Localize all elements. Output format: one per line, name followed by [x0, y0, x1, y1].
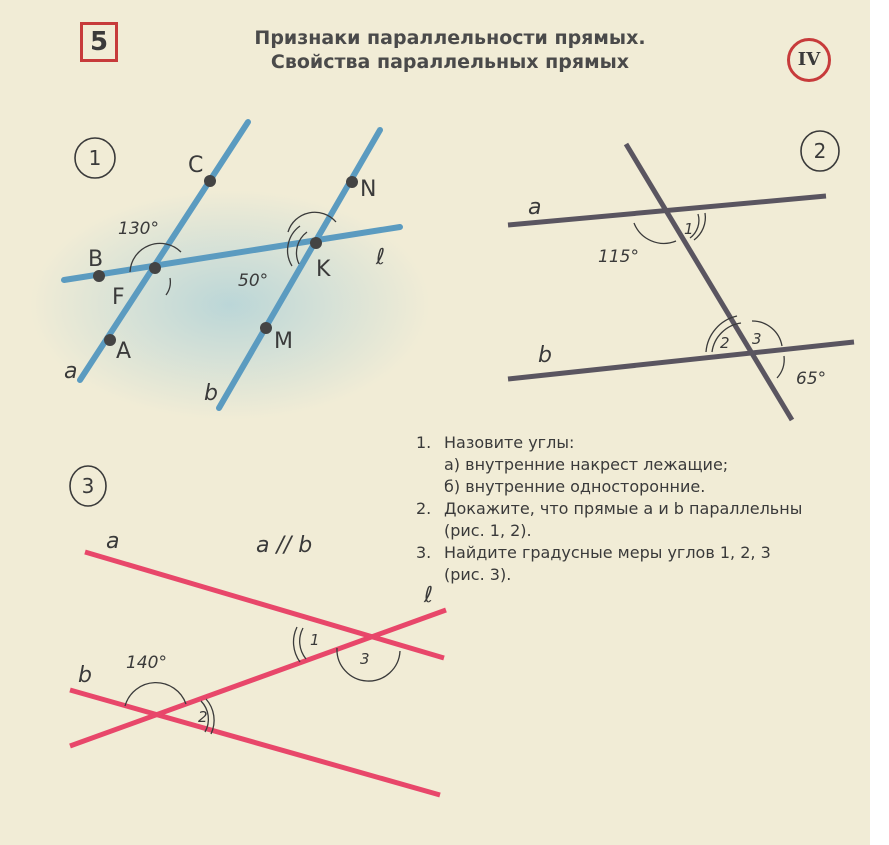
- task-2: [416, 498, 816, 542]
- fig2-angle-65: 65°: [796, 369, 827, 389]
- label-line-b: b: [204, 381, 218, 406]
- point-A: [104, 334, 116, 346]
- label-M: M: [274, 329, 293, 354]
- fig3-angle-2: 2: [198, 708, 208, 726]
- figure-3: [70, 466, 446, 795]
- fig3-angle-140: 140°: [126, 653, 167, 673]
- fig2-angle-2: 2: [720, 334, 730, 352]
- point-C: [204, 175, 216, 187]
- label-N: N: [360, 177, 377, 202]
- fig2-label-b: b: [538, 343, 552, 368]
- task-3-text: Найдите градусные меры углов 1, 2, 3 (рис. 3).: [444, 543, 771, 584]
- fig3-label-b: b: [78, 663, 92, 688]
- fig1-number: 1: [88, 146, 102, 170]
- task-1-text: Назовите углы:: [444, 433, 575, 452]
- section-badge: IV: [787, 38, 831, 82]
- point-N: [346, 176, 358, 188]
- task-3-number: 3.: [416, 543, 432, 562]
- task-list: [416, 432, 816, 586]
- label-line-a: a: [64, 359, 78, 384]
- title-line-1: Признаки параллельности прямых.: [254, 27, 646, 49]
- fig2-arc-1b: [694, 213, 705, 240]
- point-M: [260, 322, 272, 334]
- fig3-line-a: [85, 552, 444, 658]
- angle-130: 130°: [118, 219, 159, 239]
- title-line-2: Свойства параллельных прямых: [270, 51, 630, 73]
- fig2-label-a: a: [528, 195, 542, 220]
- label-C: C: [188, 153, 204, 178]
- fig2-angle-1: 1: [684, 220, 694, 238]
- label-B: B: [88, 247, 104, 272]
- fig3-number: 3: [81, 474, 95, 498]
- fig2-angle-3: 3: [752, 330, 762, 348]
- label-line-l: ℓ: [376, 245, 386, 270]
- scan-edge: [870, 0, 889, 845]
- fig3-line-l: [70, 610, 446, 746]
- point-K: [310, 237, 322, 249]
- fig2-arc-115: [634, 223, 676, 243]
- fig3-label-l: ℓ: [424, 583, 434, 608]
- card-number: 5: [80, 22, 118, 62]
- task-1: [416, 432, 816, 454]
- angle-50: 50°: [238, 271, 269, 291]
- figure-2: [508, 131, 854, 420]
- task-1a: а) внутренние накрест лежащие;: [444, 455, 729, 474]
- task-1-number: 1.: [416, 433, 432, 452]
- fig3-arc-1b: [294, 627, 300, 662]
- label-A: A: [116, 339, 132, 364]
- fig3-angle-1: 1: [310, 631, 320, 649]
- fig3-arc-1a: [300, 628, 306, 659]
- fig3-arc-140: [125, 683, 186, 706]
- fig3-angle-3: 3: [360, 650, 370, 668]
- fig2-angle-115: 115°: [598, 247, 639, 267]
- label-K: K: [316, 257, 331, 282]
- fig3-relation: a // b: [256, 533, 313, 558]
- label-F: F: [112, 285, 125, 310]
- fig2-transversal: [626, 144, 792, 420]
- point-F: [149, 262, 161, 274]
- fig2-arc-65: [777, 356, 784, 378]
- task-1b: б) внутренние односторонние.: [444, 477, 706, 496]
- figure-1: [30, 122, 430, 420]
- task-2-text: Докажите, что прямые a и b параллельны (рис. 1, 2).: [444, 499, 803, 540]
- fig2-number: 2: [813, 139, 827, 163]
- task-2-number: 2.: [416, 499, 432, 518]
- task-3: [416, 542, 816, 586]
- fig3-label-a: a: [106, 529, 120, 554]
